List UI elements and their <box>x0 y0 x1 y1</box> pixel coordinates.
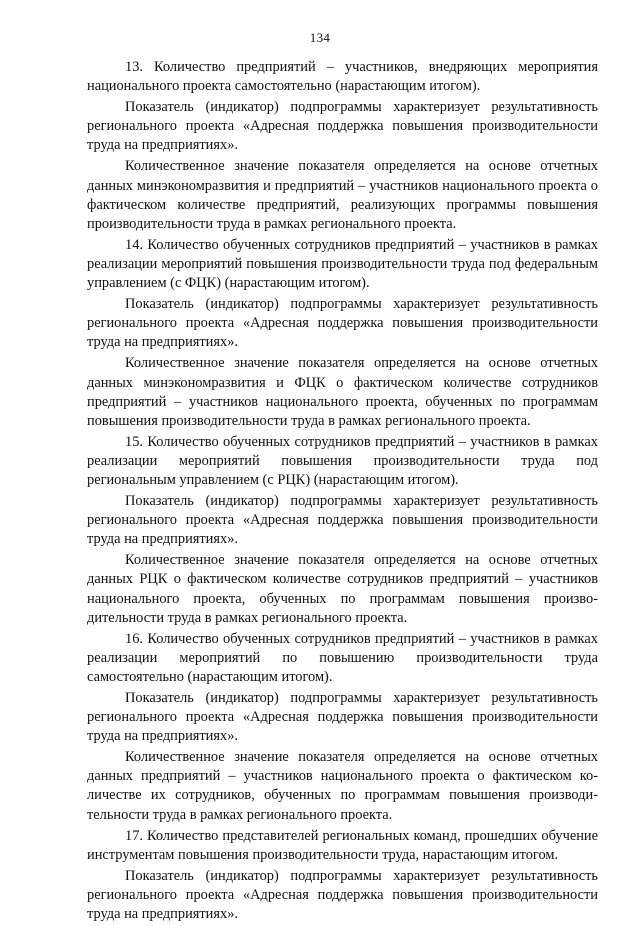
paragraph-indicator-15-description: Показатель (индикатор) подпрограммы характеризует результативность регионального проекта «Адресная поддержка повышения производительности труда на предприятиях». <box>87 493 598 548</box>
page-number: 134 <box>309 30 331 45</box>
paragraph-indicator-14-title: 14. Количество обученных сотрудников предприятий – участников в рамках реализации мероприятий повышения производительности труда под федеральным управлением (с ФЦК) (нарастающим итогом). <box>87 236 598 292</box>
paragraph-indicator-13-title: 13. Количество предприятий – участников, внедряющих мероприятия национального проекта самостоятельно (нарастающим итогом). <box>87 59 598 95</box>
paragraph-indicator-16-method: Количественное значение показателя определяется на основе отчетных данных предприятий – участников национального проекта о фактическом количестве их сотрудников, обученных по программам повышения производительности труда в рамках регионального проекта. <box>87 749 598 823</box>
paragraph-indicator-13-method: Количественное значение показателя определяется на основе отчетных данных минэкономразвития и предприятий – участников национального проекта о фактическом количестве предприятий, реализующих программы повышения производительности труда в рамках регионального проекта. <box>87 158 598 232</box>
paragraph-indicator-15-method: Количественное значение показателя определяется на основе отчетных данных РЦК о фактическом количестве сотрудников предприятий – участников национального проекта, обученных по программам повышения производительности труда в рамках регионального проекта. <box>87 552 598 626</box>
paragraph-indicator-17-description: Показатель (индикатор) подпрограммы характеризует результативность регионального проекта «Адресная поддержка повышения производительности труда на предприятиях». <box>87 867 598 923</box>
paragraph-indicator-16-description: Показатель (индикатор) подпрограммы характеризует результативность регионального проекта «Адресная поддержка повышения производительности труда на предприятиях». <box>87 690 598 745</box>
document-body <box>87 58 598 926</box>
paragraph-indicator-14-method: Количественное значение показателя определяется на основе отчетных данных минэкономразвития и ФЦК о фактическом количестве сотрудников предприятий – участников национального проекта, обученных по программам повышения производительности труда в рамках регионального проекта. <box>87 355 598 429</box>
paragraph-indicator-16-title: 16. Количество обученных сотрудников предприятий – участников в рамках реализации мероприятий по повышению производительности труда самостоятельно (нарастающим итогом). <box>87 630 598 685</box>
paragraph-indicator-14-description: Показатель (индикатор) подпрограммы характеризует результативность регионального проекта «Адресная поддержка повышения производительности труда на предприятиях». <box>87 296 598 351</box>
paragraph-indicator-13-description: Показатель (индикатор) подпрограммы характеризует результативность регионального проекта «Адресная поддержка повышения производительности труда на предприятиях». <box>87 99 598 154</box>
paragraph-indicator-15-title: 15. Количество обученных сотрудников предприятий – участников в рамках реализации мероприятий повышения производительности труда под региональным управлением (с РЦК) (нарастающим итогом). <box>87 433 598 488</box>
paragraph-indicator-17-title: 17. Количество представителей региональных команд, прошедших обучение инструментам повышения производительности труда, нарастающим итогом. <box>87 827 598 863</box>
